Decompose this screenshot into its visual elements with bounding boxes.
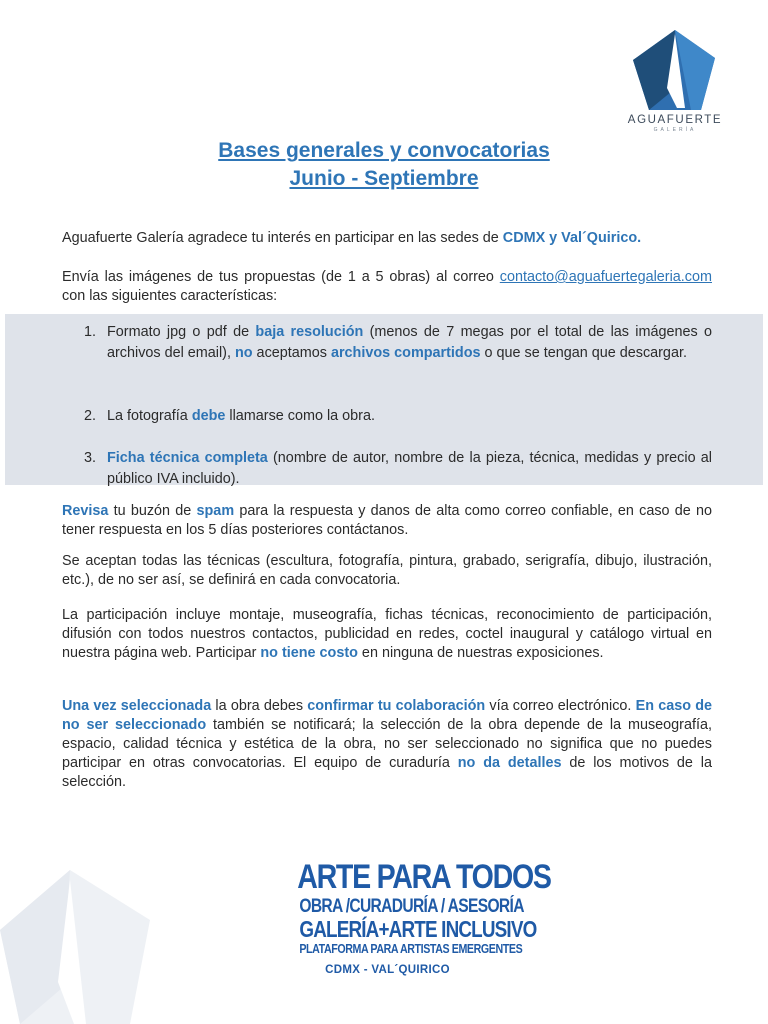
- spam-text: tu buzón de: [108, 503, 197, 519]
- promo-headline: ARTE PARA TODOS: [297, 858, 551, 896]
- instructions-text: Envía las imágenes de tus propuestas (de 1 a 5 obras) al correo: [62, 269, 500, 285]
- participation-paragraph: [62, 606, 712, 663]
- promo-gallery: GALERÍA+ARTE INCLUSIVO: [299, 916, 537, 942]
- watermark-logo-icon: [0, 870, 160, 1024]
- selection-highlight: confirmar tu colaboración: [307, 698, 486, 714]
- list-text: llamarse como la obra.: [225, 408, 375, 424]
- page-subtitle: Junio - Septiembre: [289, 167, 479, 190]
- selection-text: la obra debes: [211, 698, 308, 714]
- selection-text: de los motivos de la selección.: [62, 755, 713, 790]
- list-text: Formato jpg o pdf de: [107, 324, 256, 340]
- list-number: 2.: [84, 408, 97, 424]
- participation-highlight: no tiene costo: [260, 645, 358, 661]
- list-text: aceptamos: [252, 345, 331, 361]
- spam-paragraph: [62, 502, 712, 540]
- logo-subtitle: GALERÍA: [653, 127, 697, 133]
- selection-text: también se notificará; la selección de la obra depende de la museografía, espacio, calidad técnica y estética de la obra, no ser seleccionado no significa que no puedes participar en otras convocatorias. El equipo de curaduría: [62, 717, 712, 771]
- page-title: Bases generales y convocatorias: [218, 139, 550, 162]
- intro-text: Aguafuerte Galería agradece tu interés en participar en las sedes de: [62, 230, 503, 246]
- promo-block: [280, 858, 551, 978]
- promo-locations: CDMX - VAL´QUIRICO: [325, 964, 450, 976]
- intro-paragraph: [62, 229, 712, 248]
- list-highlight: baja resolución: [255, 324, 364, 340]
- selection-paragraph: [62, 697, 712, 792]
- techniques-paragraph: Se aceptan todas las técnicas (escultura, fotografía, pintura, grabado, serigrafía, dibujo, ilustración, etc.), de no ser así, se definirá en cada convocatoria.: [62, 553, 712, 588]
- list-highlight: debe: [191, 408, 226, 424]
- aguafuerte-logo-icon: [631, 30, 719, 112]
- list-highlight: archivos compartidos: [330, 345, 481, 361]
- selection-text: vía correo electrónico.: [485, 698, 636, 714]
- participation-text: en ninguna de nuestras exposiciones.: [357, 645, 604, 661]
- selection-highlight: Una vez seleccionada: [62, 698, 212, 714]
- instructions-text-after: con las siguientes características:: [62, 288, 278, 304]
- promo-platform: PLATAFORMA PARA ARTISTAS EMERGENTES: [299, 941, 523, 956]
- spam-text: para la respuesta y danos de alta como correo confiable, en caso de no tener respuesta en los 5 días posteriores contáctanos.: [62, 503, 712, 538]
- gallery-logo: [620, 30, 730, 133]
- list-number: 1.: [84, 324, 97, 340]
- contact-email-link[interactable]: contacto@aguafuertegaleria.com: [499, 269, 712, 285]
- list-text: (nombre de autor, nombre de la pieza, técnica, medidas y precio al público IVA incluido).: [107, 450, 712, 487]
- list-text: (menos de 7 megas por el total de las imágenes o archivos del email),: [107, 324, 713, 361]
- list-highlight: no: [234, 345, 253, 361]
- selection-highlight: En caso de no ser seleccionado: [62, 698, 712, 733]
- selection-highlight: no da detalles: [457, 755, 562, 771]
- promo-services: OBRA /CURADURÍA / ASESORÍA: [299, 896, 524, 917]
- participation-text: La participación incluye montaje, museografía, fichas técnicas, reconocimiento de participación, difusión con todos nuestros contactos, publicidad en redes, coctel inaugural y catálogo virtual en nuestra página web. Participar: [62, 607, 712, 661]
- list-text: o que se tengan que descargar.: [480, 345, 687, 361]
- logo-name: AGUAFUERTE: [627, 114, 723, 126]
- list-highlight: Ficha técnica completa: [107, 450, 268, 466]
- spam-highlight: Revisa: [62, 503, 109, 519]
- venues-highlight: CDMX y Val´Quirico.: [502, 230, 642, 246]
- instructions-paragraph: [62, 268, 712, 306]
- list-number: 3.: [84, 450, 97, 466]
- spam-highlight: spam: [196, 503, 235, 519]
- list-text: La fotografía: [107, 408, 192, 424]
